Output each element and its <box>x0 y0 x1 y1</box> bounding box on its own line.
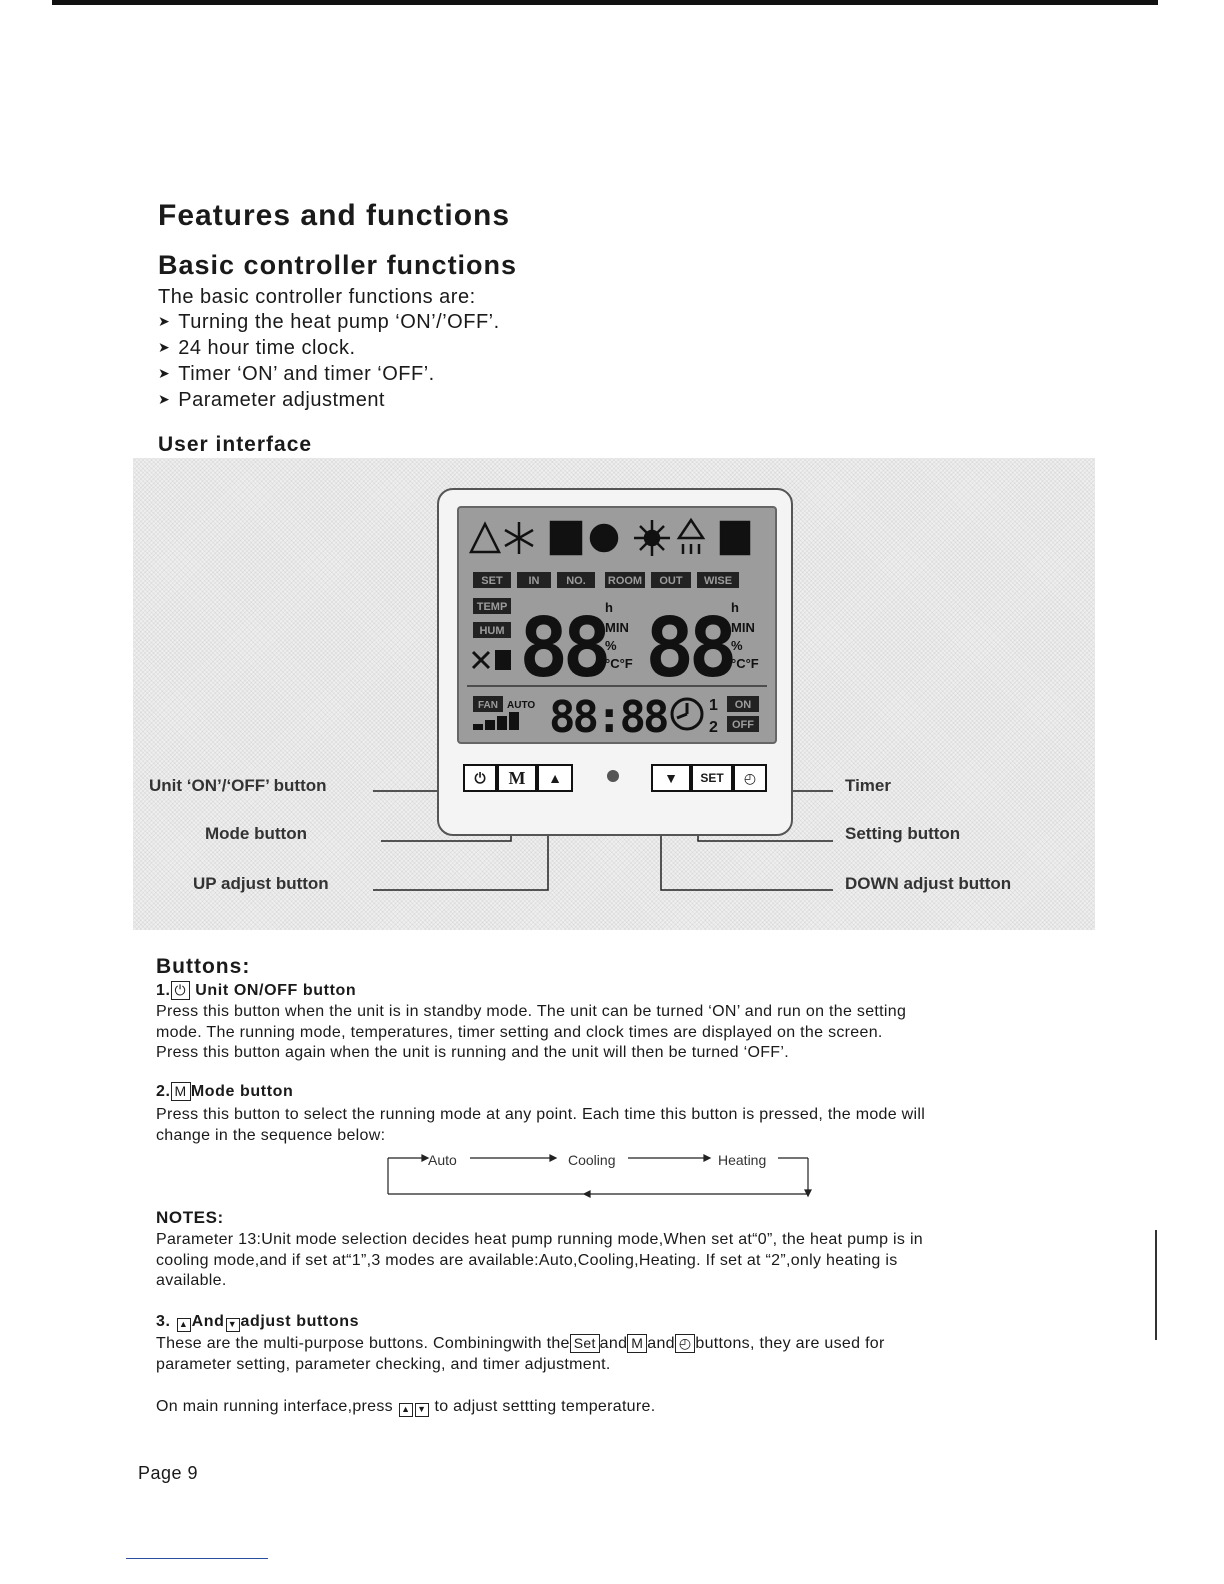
mode-button[interactable]: M <box>497 764 537 792</box>
adjust-title <box>156 1313 359 1331</box>
lcd-unit: % <box>731 638 743 653</box>
notes-description <box>156 1230 1096 1292</box>
power-icon: ⏻ <box>171 981 191 1000</box>
section-label: And <box>191 1313 225 1330</box>
lcd-unit: MIN <box>605 620 629 635</box>
heater-icon <box>721 522 749 554</box>
lcd-tag: SET <box>481 575 503 587</box>
lcd-unit: h <box>605 600 613 615</box>
lcd-clock: 88:88 <box>549 692 667 742</box>
adjust-main-line <box>156 1397 1096 1418</box>
function-list <box>158 310 500 414</box>
text-line: available. <box>156 1272 227 1289</box>
section-number: 2. <box>156 1083 171 1100</box>
text-line: parameter setting, parameter checking, and timer adjustment. <box>156 1355 611 1373</box>
footer-rule <box>126 1558 268 1559</box>
callout-onoff: Unit ‘ON’/‘OFF’ button <box>149 776 327 795</box>
lcd-digits-left: 88 <box>519 601 606 696</box>
notes-title: NOTES: <box>156 1208 224 1227</box>
text-fragment: On main running interface,press <box>156 1398 393 1415</box>
warning-icon <box>471 524 499 552</box>
text-line: mode. The running mode, temperatures, timer setting and clock times are displayed on the screen. <box>156 1023 883 1041</box>
controller-device <box>437 488 793 836</box>
lcd-tag: FAN <box>478 700 498 711</box>
lcd-tag: NO. <box>566 575 586 587</box>
lcd-unit: % <box>605 638 617 653</box>
onoff-title <box>156 981 356 1000</box>
down-icon: ▼ <box>226 1318 240 1332</box>
text-fragment: and <box>599 1335 628 1352</box>
list-item: ➤ Timer ‘ON’ and timer ‘OFF’. <box>158 362 500 388</box>
lcd-graphics <box>459 508 775 742</box>
callout-setting: Setting button <box>845 824 961 843</box>
lcd-unit: h <box>731 600 739 615</box>
sequence-auto: Auto <box>428 1152 457 1168</box>
down-icon: ▼ <box>415 1403 429 1417</box>
dehumidify-icon <box>551 522 581 554</box>
mode-icon: M <box>627 1334 647 1353</box>
user-interface-title: User interface <box>158 433 313 456</box>
lcd-unit: °C°F <box>605 656 633 671</box>
up-icon: ▲ <box>399 1403 413 1417</box>
section-label: adjust buttons <box>240 1313 360 1330</box>
mode-title <box>156 1082 293 1101</box>
wrench-icon <box>473 652 489 668</box>
set-button[interactable]: SET <box>691 764 733 792</box>
mode-description <box>156 1105 1096 1146</box>
page-number: Page 9 <box>138 1463 199 1483</box>
mode-icon: M <box>171 1082 191 1101</box>
lcd-timer-num: 2 <box>709 719 718 736</box>
set-icon: Set <box>570 1334 600 1353</box>
shower-icon <box>679 520 703 554</box>
text-line: cooling mode,and if set at“1”,3 modes are available:Auto,Cooling,Heating. If set at “2”,only heating is <box>156 1251 898 1269</box>
lcd-tag: WISE <box>703 575 733 587</box>
up-icon: ▲ <box>177 1318 191 1332</box>
section-number: 3. <box>156 1313 171 1330</box>
lcd-timer-num: 1 <box>709 697 718 714</box>
section-title: Basic controller functions <box>158 250 518 280</box>
text-fragment: to adjust settting temperature. <box>434 1398 656 1415</box>
lcd-unit: °C°F <box>731 656 759 671</box>
lcd-tag: AUTO <box>507 700 536 711</box>
sequence-heating: Heating <box>718 1152 767 1168</box>
lcd-digits-right: 88 <box>645 601 732 696</box>
section-label: Unit ON/OFF button <box>195 982 357 999</box>
callout-up: UP adjust button <box>193 874 329 893</box>
indicator-led <box>607 770 619 782</box>
callout-timer: Timer <box>845 776 891 795</box>
text-line: Press this button when the unit is in standby mode. The unit can be turned ‘ON’ and run on the setting <box>156 1003 907 1020</box>
list-item: ➤ Turning the heat pump ‘ON’/’OFF’. <box>158 310 500 336</box>
lcd-tag: IN <box>528 575 540 587</box>
sun-icon <box>634 520 670 556</box>
callout-down: DOWN adjust button <box>845 874 1012 893</box>
lcd-tag: ROOM <box>607 575 643 587</box>
timer-button[interactable]: ◴ <box>733 764 767 792</box>
lcd-screen <box>457 506 777 744</box>
power-button[interactable]: ⏻ <box>463 764 497 792</box>
list-item: ➤ 24 hour time clock. <box>158 336 500 362</box>
lcd-tag: HUM <box>479 625 505 637</box>
callout-mode: Mode button <box>205 824 307 843</box>
sequence-cooling: Cooling <box>568 1152 616 1168</box>
text-line: change in the sequence below: <box>156 1126 386 1144</box>
down-button[interactable]: ▼ <box>651 764 691 792</box>
text-fragment: and <box>647 1335 675 1352</box>
clock-icon: ◴ <box>675 1334 696 1353</box>
text-line: Press this button again when the unit is running and the unit will then be turned ‘OFF’. <box>156 1044 789 1061</box>
up-button[interactable]: ▲ <box>537 764 573 792</box>
text-fragment: buttons, they are used for <box>695 1335 885 1352</box>
lcd-tag: OFF <box>732 719 754 731</box>
text-line: Parameter 13:Unit mode selection decides heat pump running mode,When set at“0”, the heat pump is in <box>156 1231 923 1248</box>
fan-icon <box>591 525 617 551</box>
lcd-tag: TEMP <box>476 601 508 613</box>
controller-diagram <box>133 458 1095 930</box>
margin-mark <box>1155 1230 1157 1340</box>
text-line: Press this button to select the running mode at any point. Each time this button is pressed, the mode will <box>156 1106 926 1123</box>
text-fragment: These are the multi-purpose buttons. Combiningwith the <box>156 1335 570 1352</box>
snowflake-icon <box>505 522 533 554</box>
fan-speed-bars <box>473 712 519 730</box>
list-item: ➤ Parameter adjustment <box>158 388 500 414</box>
page-title: Features and functions <box>158 199 511 232</box>
top-rule <box>52 0 1158 5</box>
adjust-description <box>156 1334 1096 1375</box>
section-number: 1. <box>156 982 171 999</box>
lcd-tag: OUT <box>659 575 683 587</box>
lock-icon <box>495 650 511 670</box>
section-label: Mode button <box>190 1083 294 1100</box>
onoff-description <box>156 1002 1096 1064</box>
text-line <box>156 1334 1096 1355</box>
lcd-tag: ON <box>734 699 752 711</box>
lcd-unit: MIN <box>731 620 755 635</box>
intro-text: The basic controller functions are: <box>158 286 476 308</box>
buttons-heading: Buttons: <box>156 955 251 978</box>
